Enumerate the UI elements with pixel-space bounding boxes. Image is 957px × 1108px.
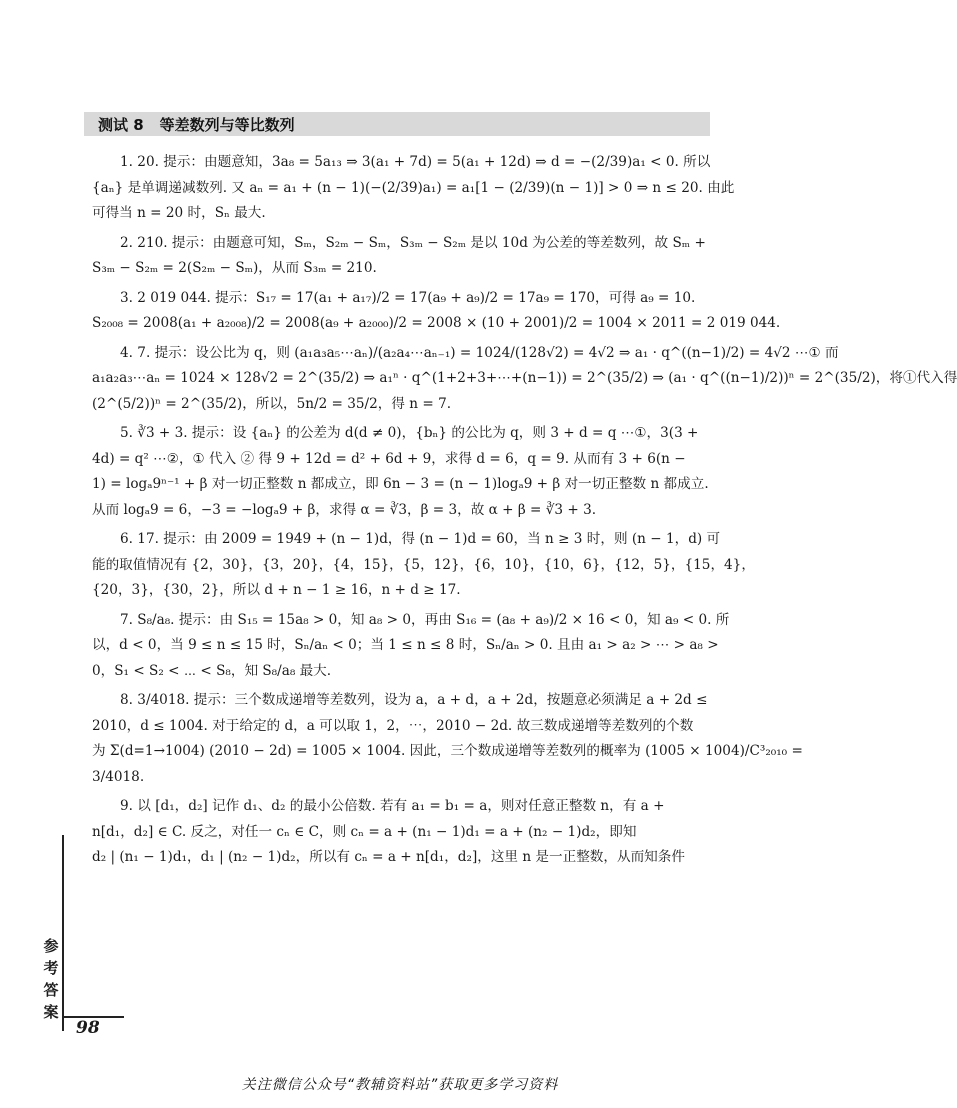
margin-divider: [62, 835, 64, 1031]
answer-7: [92, 608, 730, 685]
answer-line: 8. 3/4018. 提示：三个数成递增等差数列，设为 a，a + d，a + 2d，按题意必须满足 a + 2d ≤: [120, 692, 708, 708]
answer-line: 4. 7. 提示：设公比为 q，则 (a₁a₃a₅⋯aₙ)/(a₂a₄⋯aₙ₋₁) = 1024/(128√2) = 4√2 ⇒ a₁ · q^((n−1)/2) = 4√2 ⋯① 而: [120, 344, 839, 361]
answer-key-side-label: [42, 935, 60, 1023]
answer-line: 7. S₈/a₈. 提示：由 S₁₅ = 15a₈ > 0，知 a₈ > 0，再由 S₁₆ = (a₈ + a₉)/2 × 16 < 0，知 a₉ < 0. 所: [120, 611, 730, 628]
answer-5: [92, 421, 709, 523]
answer-line: 能的取值情况有 {2，30}，{3，20}，{4，15}，{5，12}，{6，10}，{10，6}，{12，5}，{15，4}，: [92, 556, 755, 573]
section-number: 测试 8: [98, 115, 144, 134]
answer-line: 以，d < 0，当 9 ≤ n ≤ 15 时，Sₙ/aₙ < 0；当 1 ≤ n ≤ 8 时，Sₙ/aₙ > 0. 且由 a₁ > a₂ > ⋯ > a₈ >: [92, 637, 719, 653]
answer-line: 3/4018.: [92, 768, 145, 785]
section-header: [84, 112, 710, 136]
answer-line: {20，3}，{30，2}，所以 d + n − 1 ≥ 16，n + d ≥ 17.: [92, 582, 461, 598]
side-label-char: 答: [43, 981, 59, 999]
answer-line: 0，S₁ < S₂ < ⋯ < S₈，知 S₈/a₈ 最大.: [92, 662, 332, 679]
side-label-char: 考: [43, 959, 59, 977]
answer-4: [92, 341, 957, 418]
answer-line: n[d₁，d₂] ∈ C. 反之，对任一 cₙ ∈ C，则 cₙ = a + (n₁ − 1)d₁ = a + (n₂ − 1)d₂，即知: [92, 823, 637, 840]
answer-line: S₂₀₀₈ = 2008(a₁ + a₂₀₀₈)/2 = 2008(a₉ + a₂₀₀₀)/2 = 2008 × (10 + 2001)/2 = 1004 × 2011 = 2 019 044.: [92, 315, 781, 331]
answer-line: 可得当 n = 20 时，Sₙ 最大.: [92, 205, 266, 221]
answer-line: 为 Σ(d=1→1004) (2010 − 2d) = 1005 × 1004. 因此，三个数成递增等差数列的概率为 (1005 × 1004)/C³₂₀₁₀ =: [92, 743, 803, 759]
answer-line: S₃ₘ − S₂ₘ = 2(S₂ₘ − Sₘ)，从而 S₃ₘ = 210.: [92, 260, 377, 276]
answer-1: [92, 150, 735, 227]
answer-content: [92, 150, 957, 875]
answer-line: 2. 210. 提示：由题意可知，Sₘ，S₂ₘ − Sₘ，S₃ₘ − S₂ₘ 是以 10d 为公差的等差数列，故 Sₘ +: [120, 234, 706, 251]
footer-note: 关注微信公众号“教辅资料站”获取更多学习资料: [241, 1077, 559, 1093]
answer-line: 9. 以 [d₁，d₂] 记作 d₁、d₂ 的最小公倍数. 若有 a₁ = b₁ = a，则对任意正整数 n，有 a +: [120, 798, 665, 814]
side-label-char: 案: [43, 1003, 59, 1021]
answer-line: (2^(5/2))ⁿ = 2^(35/2)，所以，5n/2 = 35/2，得 n = 7.: [92, 395, 452, 412]
side-label-char: 参: [43, 937, 59, 955]
page-number: 98: [76, 1018, 100, 1038]
answer-line: 2010，d ≤ 1004. 对于给定的 d，a 可以取 1，2，⋯，2010 − 2d. 故三数成递增等差数列的个数: [92, 717, 694, 734]
answer-line: a₁a₂a₃⋯aₙ = 1024 × 128√2 = 2^(35/2) ⇒ a₁ⁿ · q^(1+2+3+⋯+(n−1)) = 2^(35/2) ⇒ (a₁ · q^((n−1)/2))ⁿ = 2^(35/2)，将①代入得: [92, 370, 957, 386]
answer-8: [92, 688, 803, 790]
answer-line: 1) = logₐ9ⁿ⁻¹ + β 对一切正整数 n 都成立，即 6n − 3 = (n − 1)logₐ9 + β 对一切正整数 n 都成立.: [92, 476, 709, 492]
section-title: 等差数列与等比数列: [159, 115, 295, 134]
answer-3: [92, 286, 781, 337]
answer-2: [92, 231, 706, 282]
answer-line: 6. 17. 提示：由 2009 = 1949 + (n − 1)d，得 (n − 1)d = 60，当 n ≥ 3 时，则 (n − 1，d) 可: [120, 531, 721, 547]
answer-line: 5. ∛3 + 3. 提示：设 {aₙ} 的公差为 d(d ≠ 0)，{bₙ} 的公比为 q，则 3 + d = q ⋯①，3(3 +: [120, 425, 699, 441]
answer-9: [92, 794, 706, 871]
answer-line: 3. 2 019 044. 提示：S₁₇ = 17(a₁ + a₁₇)/2 = 17(a₉ + a₉)/2 = 17a₉ = 170，可得 a₉ = 10.: [120, 289, 696, 306]
answer-line: 4d) = q² ⋯②，① 代入 ② 得 9 + 12d = d² + 6d + 9，求得 d = 6，q = 9. 从而有 3 + 6(n −: [92, 450, 686, 467]
answer-6: [92, 527, 755, 604]
answer-line: 1. 20. 提示：由题意知，3a₈ = 5a₁₃ ⇒ 3(a₁ + 7d) = 5(a₁ + 12d) ⇒ d = −(2/39)a₁ < 0. 所以: [120, 154, 711, 170]
answer-line: d₂ | (n₁ − 1)d₁，d₁ | (n₂ − 1)d₂，所以有 cₙ = a + n[d₁，d₂]，这里 n 是一正整数，从而知条件: [92, 849, 685, 865]
answer-line: {aₙ} 是单调递减数列. 又 aₙ = a₁ + (n − 1)(−(2/39)a₁) = a₁[1 − (2/39)(n − 1)] > 0 ⇒ n ≤ 20. 由此: [92, 179, 735, 196]
answer-line: 从而 logₐ9 = 6，−3 = −logₐ9 + β，求得 α = ∛3，β = 3，故 α + β = ∛3 + 3.: [92, 501, 597, 518]
